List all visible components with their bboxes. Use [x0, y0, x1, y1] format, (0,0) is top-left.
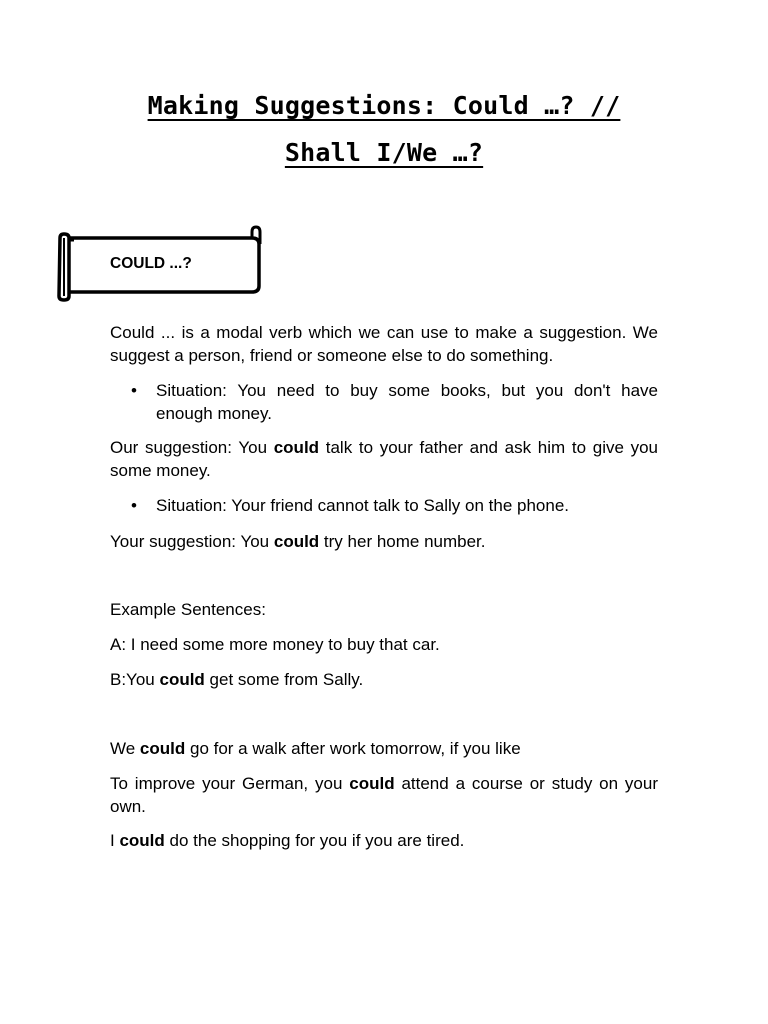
example-sentence-1: We could go for a walk after work tomorrow, if you like — [110, 739, 521, 758]
example-b: B:You could get some from Sally. — [110, 670, 364, 689]
situation-1: Situation: You need to buy some books, but you don't have enough money. — [156, 381, 658, 423]
bullet-icon: • — [131, 496, 137, 515]
situation-2: Situation: Your friend cannot talk to Sally on the phone. — [156, 496, 570, 515]
example-sentence-3: I could do the shopping for you if you are tired. — [110, 831, 465, 850]
example-a: A: I need some more money to buy that car. — [110, 635, 440, 654]
suggestion-1: Our suggestion: You could talk to your father and ask him to give you some money. — [110, 438, 659, 480]
intro-paragraph: Could ... is a modal verb which we can use to make a suggestion. We suggest a person, friend or someone else to do something. — [110, 323, 658, 365]
list-item — [131, 379, 658, 425]
examples-heading: Example Sentences: — [110, 600, 266, 619]
page-title-line-2: Shall I/We …? — [284, 138, 484, 167]
bullet-icon: • — [131, 381, 137, 400]
suggestion-2: Your suggestion: You could try her home number. — [110, 532, 486, 551]
section-label: COULD ...? — [110, 255, 192, 272]
list-item — [131, 494, 658, 517]
page-title-line-1: Making Suggestions: Could …? // — [147, 91, 621, 120]
example-sentence-2: To improve your German, you could attend a course or study on your own. — [110, 774, 658, 816]
